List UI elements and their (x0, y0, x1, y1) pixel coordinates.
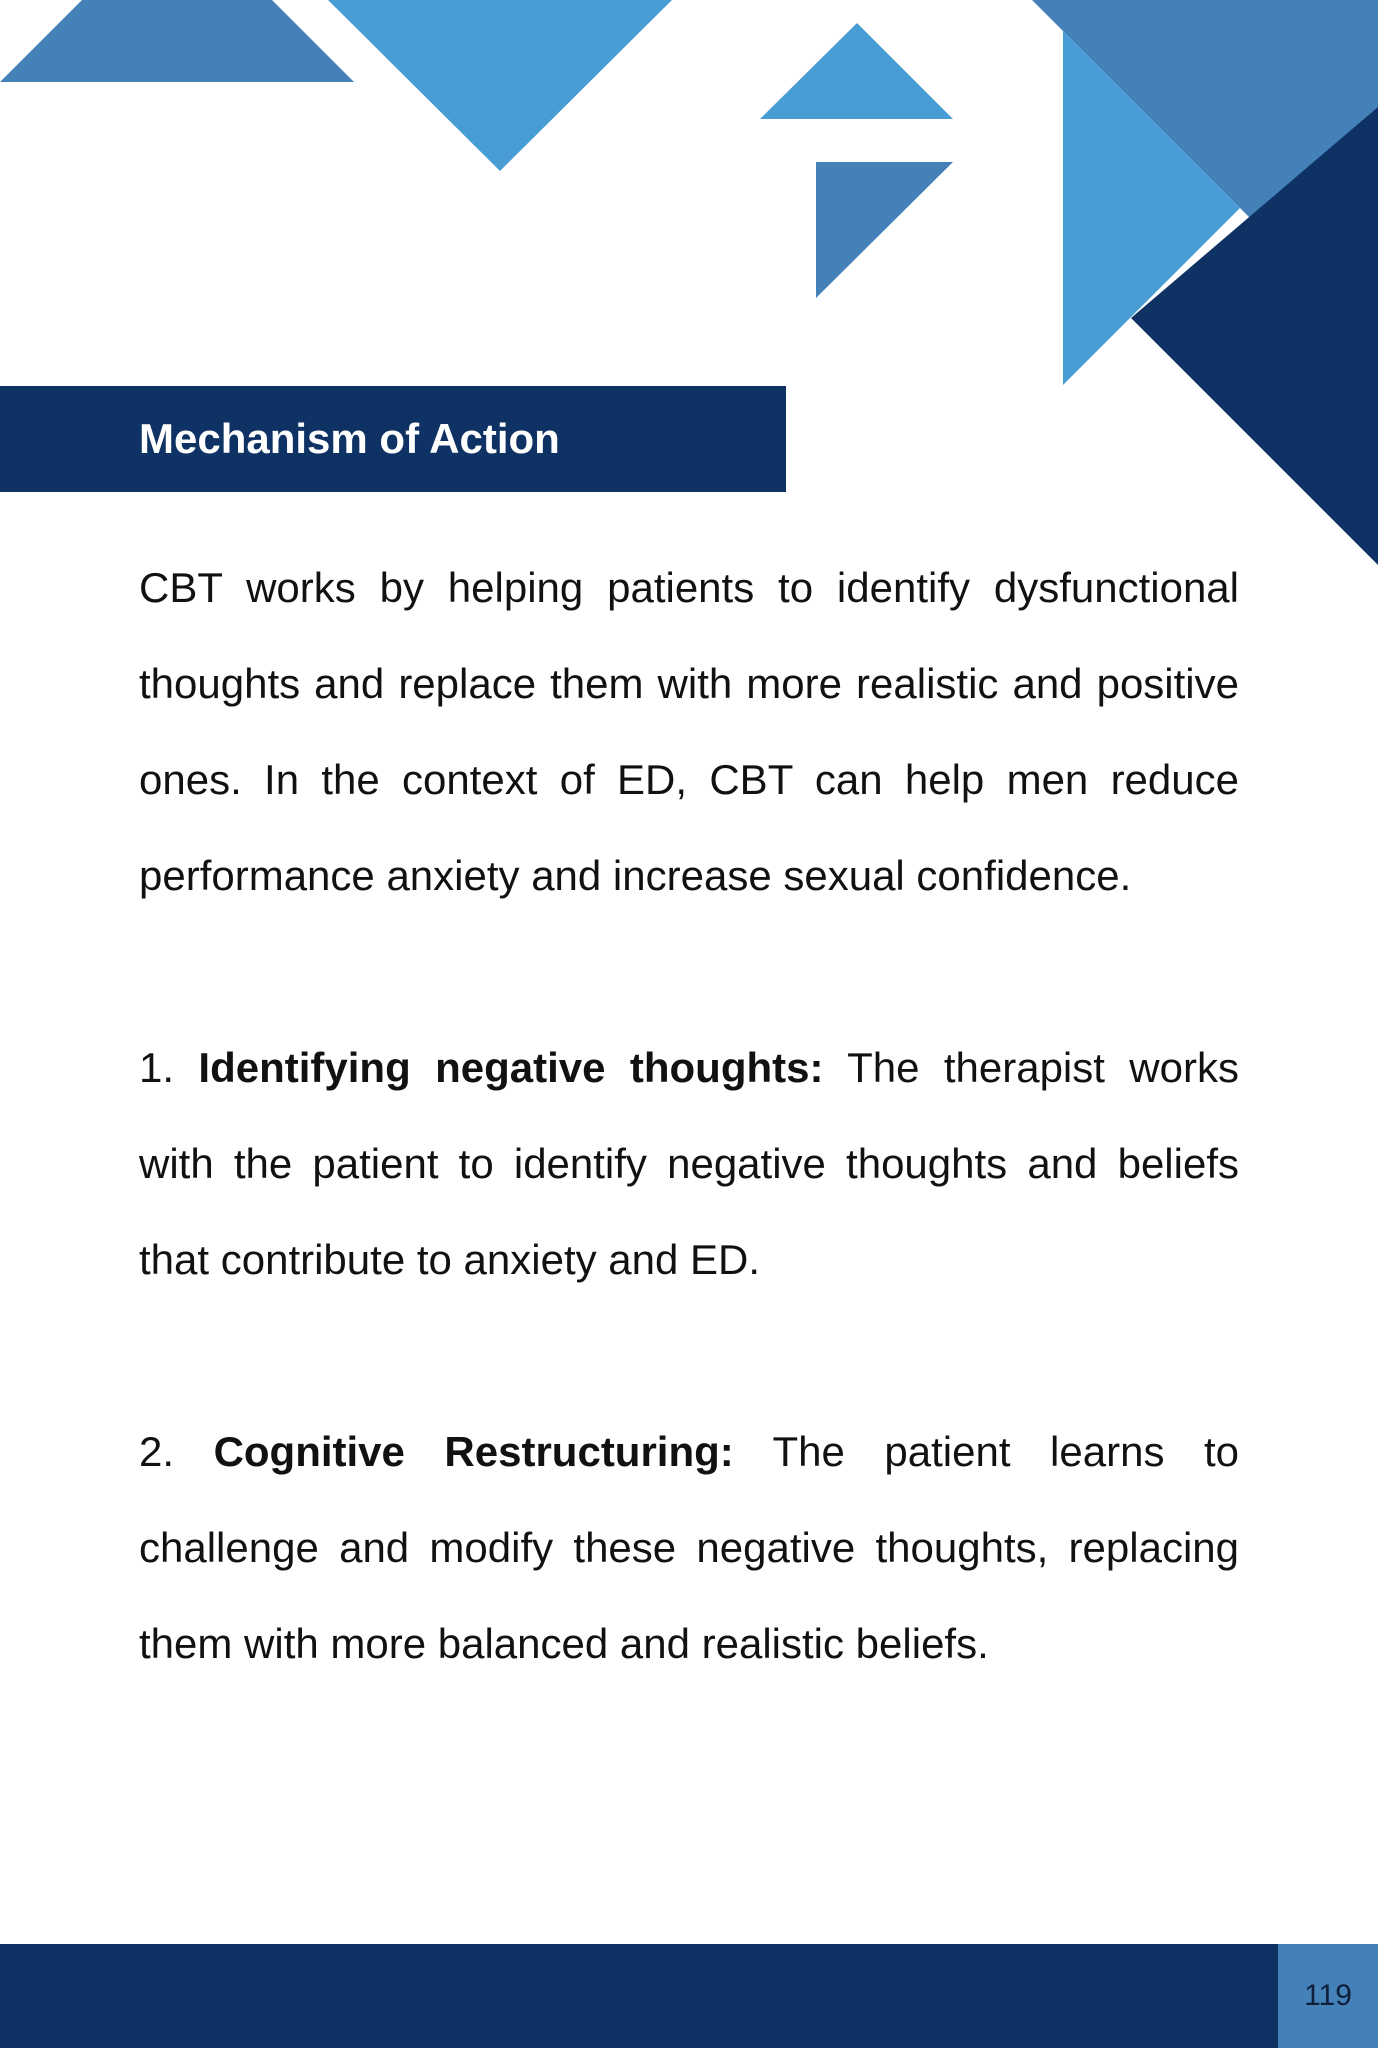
intro-paragraph: CBT works by helping patients to identify dysfunctional thoughts and replace them with more realistic and positive ones. In the context of ED, CBT can help men reduce performance anxiety and increase sexual confidence. (139, 564, 1239, 899)
section-title: Mechanism of Action (139, 415, 560, 462)
spacer (139, 924, 1239, 1020)
item-term: Identifying negative thoughts: (198, 1044, 824, 1091)
list-item (139, 1404, 1239, 1692)
item-text: The therapist works with the patient to identify negative thoughts and beliefs that contribute to anxiety and ED. (139, 1044, 1239, 1283)
triangle-top-left (0, 0, 354, 82)
list-item (139, 1020, 1239, 1308)
page-number: 119 (1304, 1979, 1352, 2012)
item-number: 2. (139, 1428, 175, 1475)
decorative-triangles (0, 0, 1378, 600)
triangle-small-down (816, 162, 953, 298)
page-number-box (1278, 1944, 1378, 2048)
item-number: 1. (139, 1044, 175, 1091)
item-text: The patient learns to challenge and modify these negative thoughts, replacing them with more balanced and realistic beliefs. (139, 1428, 1239, 1667)
footer-bar (0, 1944, 1378, 2048)
section-header (0, 386, 786, 492)
spacer (139, 1308, 1239, 1404)
triangle-small-up (760, 23, 953, 119)
main-content (139, 540, 1239, 1692)
triangle-top-center (328, 0, 672, 171)
item-term: Cognitive Restructuring: (213, 1428, 734, 1475)
